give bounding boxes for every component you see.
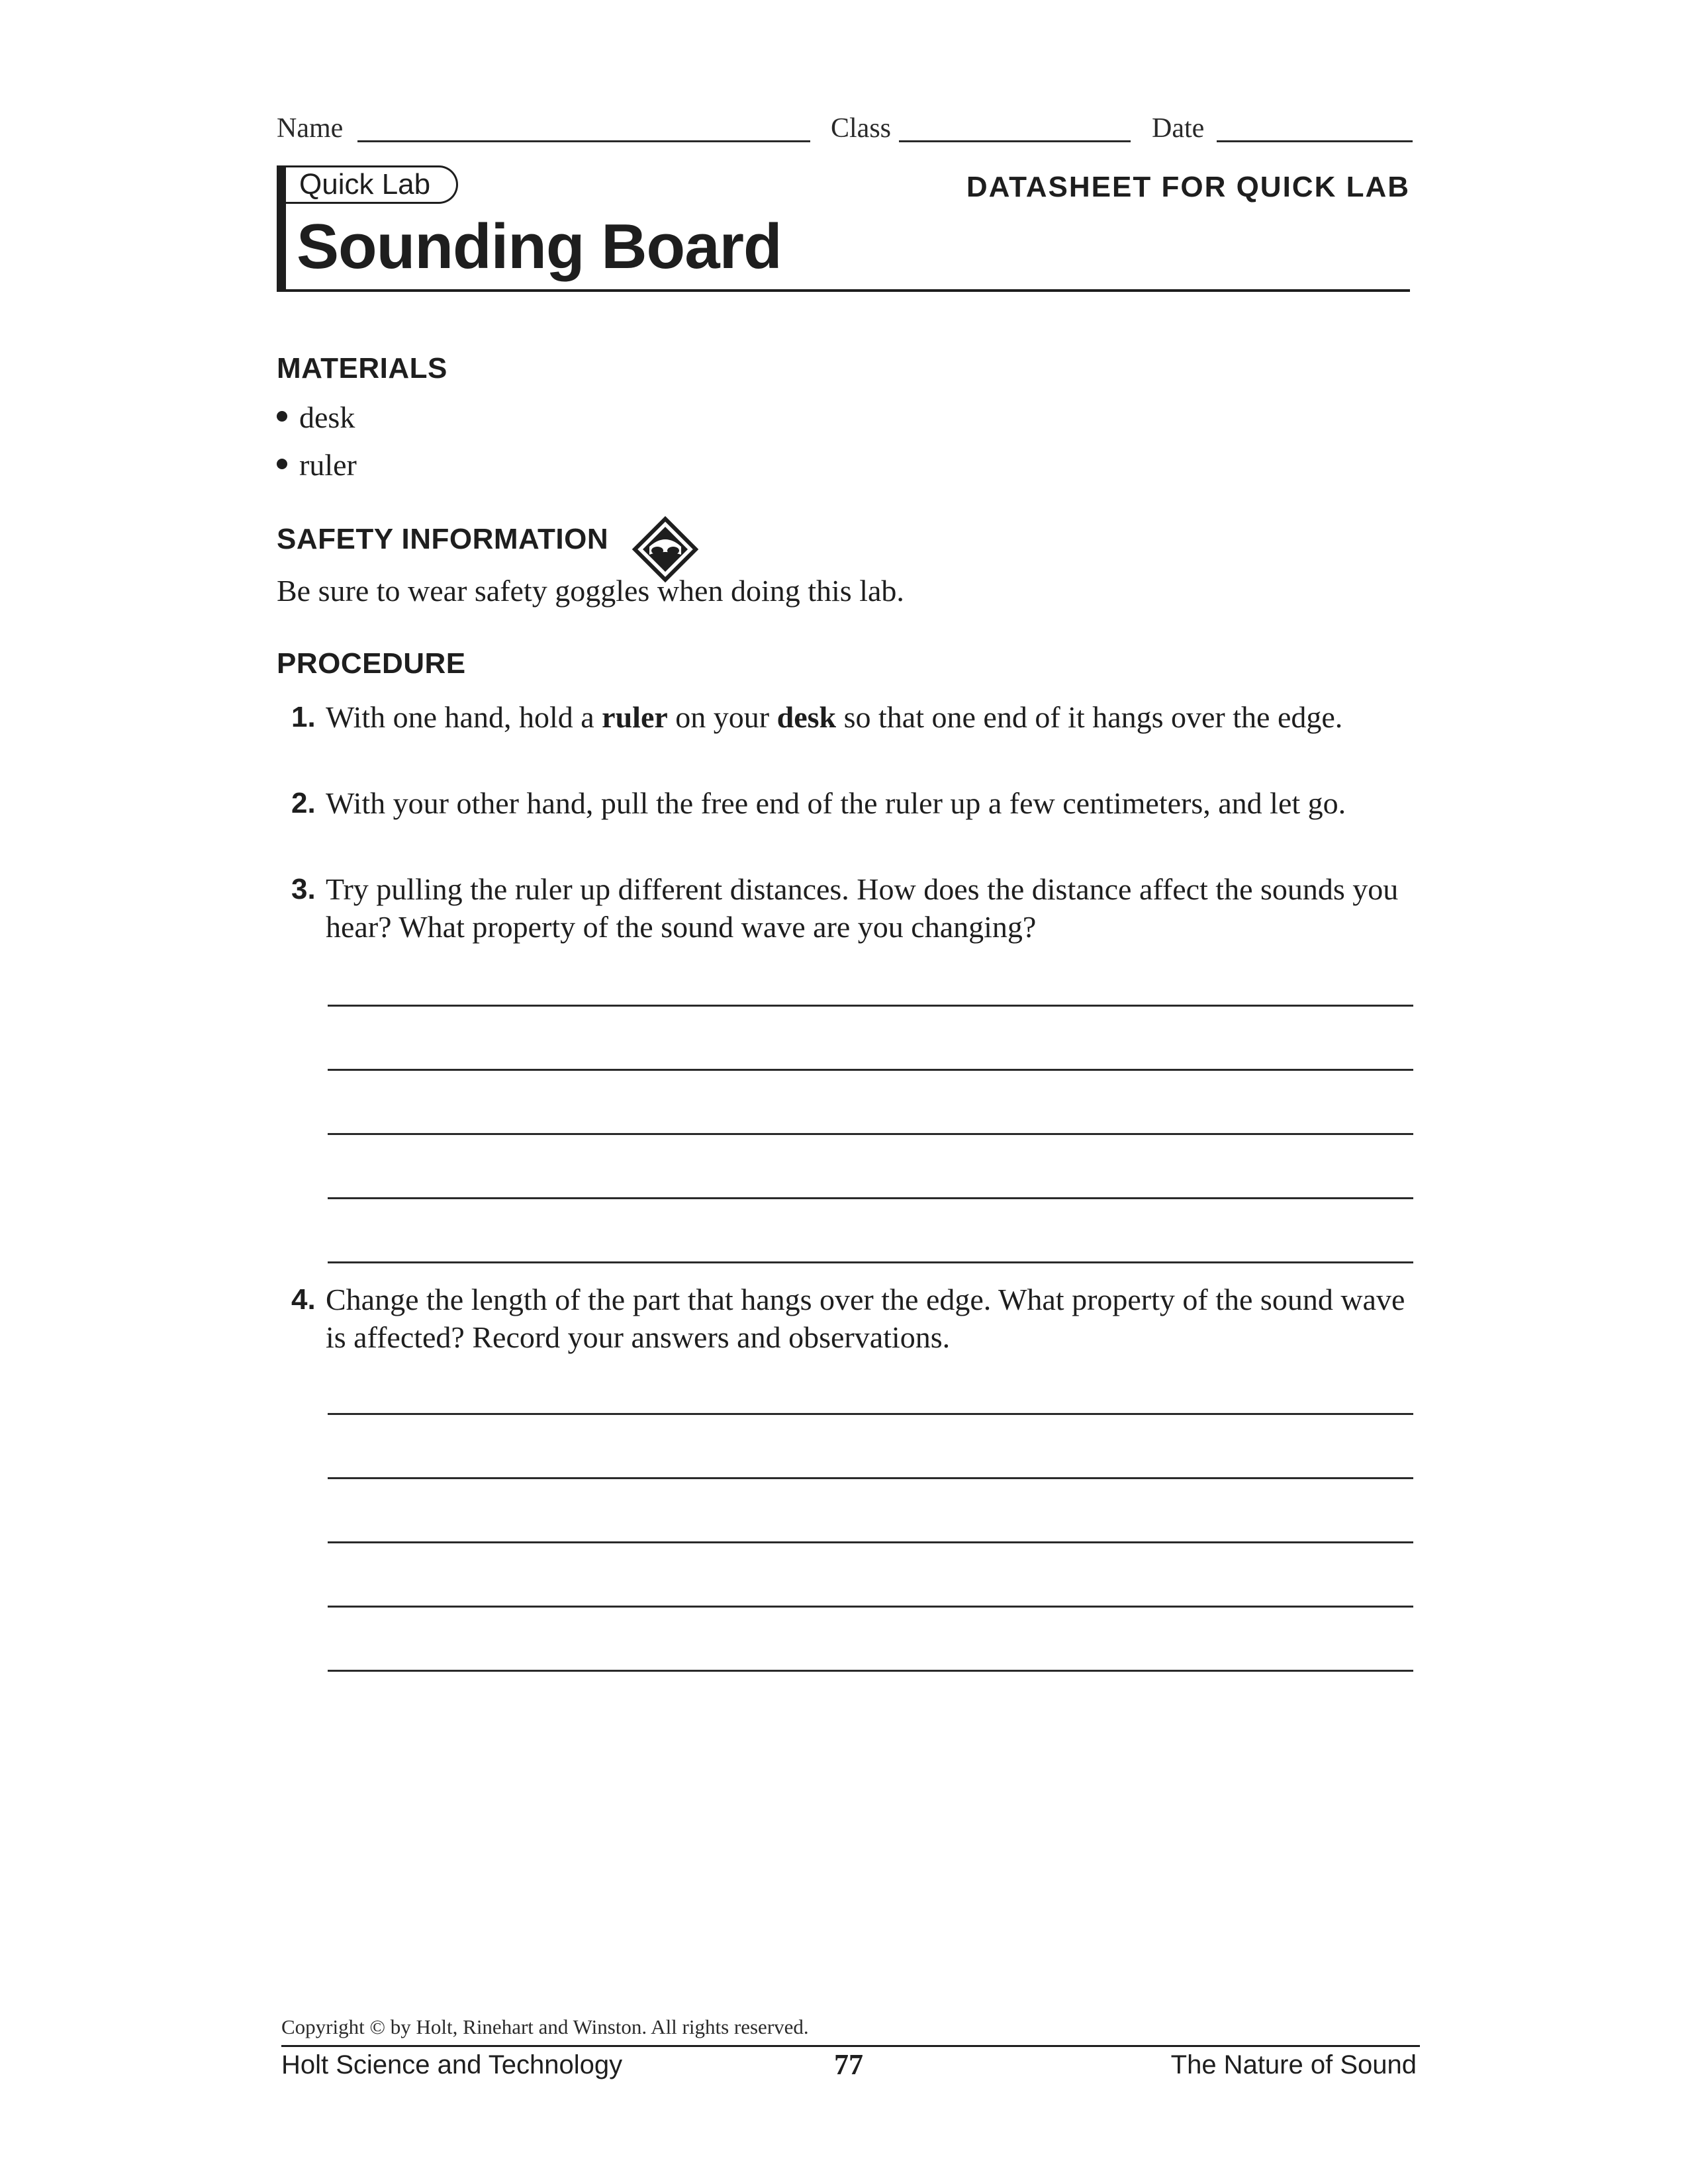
- procedure-step: [291, 784, 1417, 822]
- footer-rule: [281, 2045, 1420, 2047]
- title-block: [277, 165, 1410, 291]
- date-field[interactable]: [1217, 140, 1413, 142]
- answer-line[interactable]: [328, 1541, 1413, 1543]
- answer-line[interactable]: [328, 1413, 1413, 1415]
- answer-line[interactable]: [328, 1069, 1413, 1071]
- title-rule: [277, 289, 1410, 292]
- safety-text: Be sure to wear safety goggles when doing this lab.: [277, 574, 904, 608]
- quick-lab-tab: Quick Lab: [286, 165, 458, 204]
- procedure-step: [291, 870, 1417, 946]
- eye-protection-icon: [632, 516, 698, 582]
- safety-heading: SAFETY INFORMATION: [277, 523, 609, 555]
- datasheet-label: DATASHEET FOR QUICK LAB: [966, 171, 1410, 203]
- chapter-label: The Nature of Sound: [1170, 2050, 1417, 2079]
- name-label: Name: [277, 113, 344, 144]
- materials-heading: MATERIALS: [277, 352, 447, 385]
- procedure-heading: PROCEDURE: [277, 647, 466, 680]
- answer-line[interactable]: [328, 1197, 1413, 1199]
- material-item: [277, 447, 357, 482]
- material-label: desk: [299, 400, 355, 434]
- step-text: Try pulling the ruler up different distances. How does the distance affect the sounds you hear? What property of the sound wave are you changing?: [326, 872, 1399, 944]
- answer-line[interactable]: [328, 1005, 1413, 1007]
- bullet-icon: [277, 411, 287, 422]
- step-number: 2.: [291, 787, 316, 819]
- step-text: Change the length of the part that hangs over the edge. What property of the sound wave is affected? Record your answers and observations.: [326, 1283, 1405, 1354]
- procedure-step: [291, 698, 1417, 736]
- class-field[interactable]: [899, 140, 1131, 142]
- answer-line[interactable]: [328, 1606, 1413, 1608]
- page-number: 77: [834, 2048, 863, 2081]
- procedure-step: [291, 1281, 1417, 1356]
- step-number: 1.: [291, 701, 316, 733]
- class-label: Class: [831, 113, 892, 144]
- step-number: 3.: [291, 873, 316, 905]
- answer-line[interactable]: [328, 1477, 1413, 1479]
- copyright-notice: Copyright © by Holt, Rinehart and Winston. All rights reserved.: [281, 2015, 809, 2038]
- name-field[interactable]: [357, 140, 810, 142]
- step-text: With your other hand, pull the free end of the ruler up a few centimeters, and let go.: [326, 786, 1346, 820]
- date-label: Date: [1152, 113, 1205, 144]
- material-item: [277, 400, 355, 435]
- page-title: Sounding Board: [297, 211, 782, 282]
- bullet-icon: [277, 459, 287, 469]
- answer-line[interactable]: [328, 1261, 1413, 1263]
- publisher-label: Holt Science and Technology: [281, 2050, 623, 2079]
- answer-line[interactable]: [328, 1670, 1413, 1672]
- answer-line[interactable]: [328, 1133, 1413, 1135]
- material-label: ruler: [299, 448, 357, 482]
- step-text: With one hand, hold a ruler on your desk so that one end of it hangs over the edge.: [326, 700, 1343, 734]
- step-number: 4.: [291, 1283, 316, 1316]
- title-bar: [277, 165, 286, 291]
